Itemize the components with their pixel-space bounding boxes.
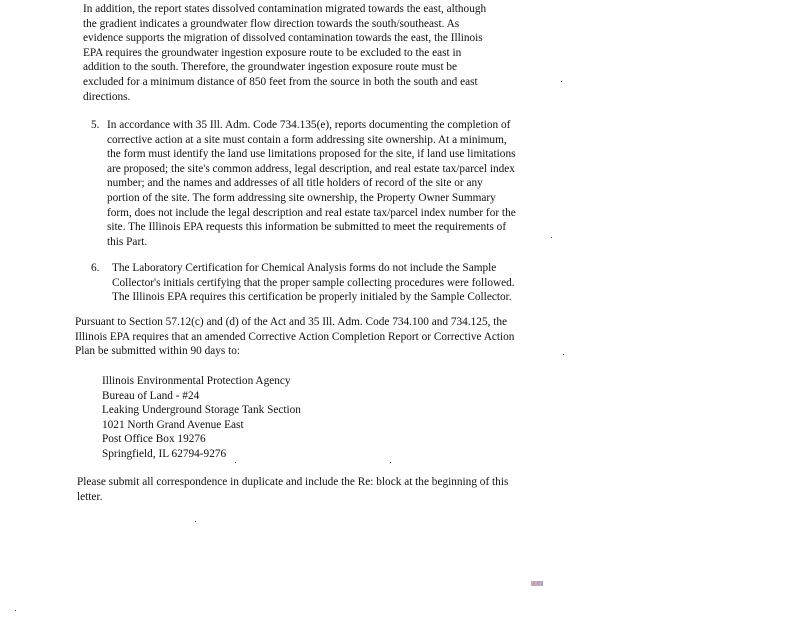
text-line: corrective action at a site must contain a form addressing site ownership. At a minimum, <box>107 133 507 146</box>
scan-speck <box>561 81 562 82</box>
text-line: EPA requires the groundwater ingestion exposure route to be excluded to the east in <box>83 46 462 59</box>
pursuant-paragraph <box>75 315 514 359</box>
scan-speck <box>551 237 552 238</box>
text-line: The Laboratory Certification for Chemical Analysis forms do not include the Sample <box>112 262 497 274</box>
text-line: Illinois EPA requires that an amended Corrective Action Completion Report or Corrective Action <box>75 330 515 343</box>
text-line: excluded for a minimum distance of 850 feet from the source in both the south and east <box>83 75 478 88</box>
scan-speck <box>15 610 16 611</box>
item-6-number: 6. <box>91 262 100 274</box>
scan-speck <box>563 354 564 355</box>
item-6-paragraph <box>112 261 515 305</box>
text-line: Please submit all correspondence in duplicate and include the Re: block at the beginning of this <box>77 476 509 488</box>
text-line: letter. <box>77 490 103 503</box>
text-line: the gradient indicates a groundwater flow direction towards the south/southeast. As <box>83 17 460 30</box>
scan-speck <box>195 521 196 522</box>
mailing-address <box>102 374 301 462</box>
closing-paragraph <box>77 475 508 504</box>
text-line: In addition, the report states dissolved contamination migrated towards the east, although <box>83 3 487 15</box>
item-5-number: 5. <box>91 119 100 131</box>
text-line: The Illinois EPA requires this certification be properly initialed by the Sample Collector. <box>112 291 512 304</box>
scan-speck <box>235 462 236 463</box>
text-line: the form must identify the land use limitations proposed for the site, if land use limitations <box>107 148 516 161</box>
address-line: Illinois Environmental Protection Agency <box>102 375 291 387</box>
text-line: In accordance with 35 Ill. Adm. Code 734.135(e), reports documenting the completion of <box>107 119 511 131</box>
text-line: number; and the names and addresses of all title holders of record of the site or any <box>107 177 483 190</box>
text-line: Pursuant to Section 57.12(c) and (d) of the Act and 35 Ill. Adm. Code 734.100 and 734.125, the <box>75 316 508 328</box>
text-line: Plan be submitted within 90 days to: <box>75 345 241 358</box>
text-line: this Part. <box>107 235 148 248</box>
text-line: directions. <box>83 90 131 103</box>
address-line: Post Office Box 19276 <box>102 433 206 446</box>
text-line: Collector's initials certifying that the proper sample collecting procedures were followed. <box>112 276 515 289</box>
text-line: are proposed; the site's common address, legal description, and real estate tax/parcel index <box>107 162 515 175</box>
address-line: Bureau of Land - #24 <box>102 389 200 402</box>
text-line: evidence supports the migration of dissolved contamination towards the east, the Illinois <box>83 32 483 45</box>
address-line: 1021 North Grand Avenue East <box>102 418 244 431</box>
item-5-paragraph <box>107 118 516 249</box>
text-line: addition to the south. Therefore, the groundwater ingestion exposure route must be <box>83 61 458 74</box>
scan-artifact-mark <box>531 581 543 586</box>
intro-paragraph <box>83 2 486 104</box>
text-line: form, does not include the legal description and real estate tax/parcel index number for the <box>107 206 516 219</box>
address-line: Springfield, IL 62794-9276 <box>102 447 227 460</box>
address-line: Leaking Underground Storage Tank Section <box>102 404 301 417</box>
text-line: site. The Illinois EPA requests this information be submitted to meet the requirements of <box>107 221 507 234</box>
text-line: portion of the site. The form addressing site ownership, the Property Owner Summary <box>107 191 496 204</box>
scan-speck <box>390 462 391 463</box>
